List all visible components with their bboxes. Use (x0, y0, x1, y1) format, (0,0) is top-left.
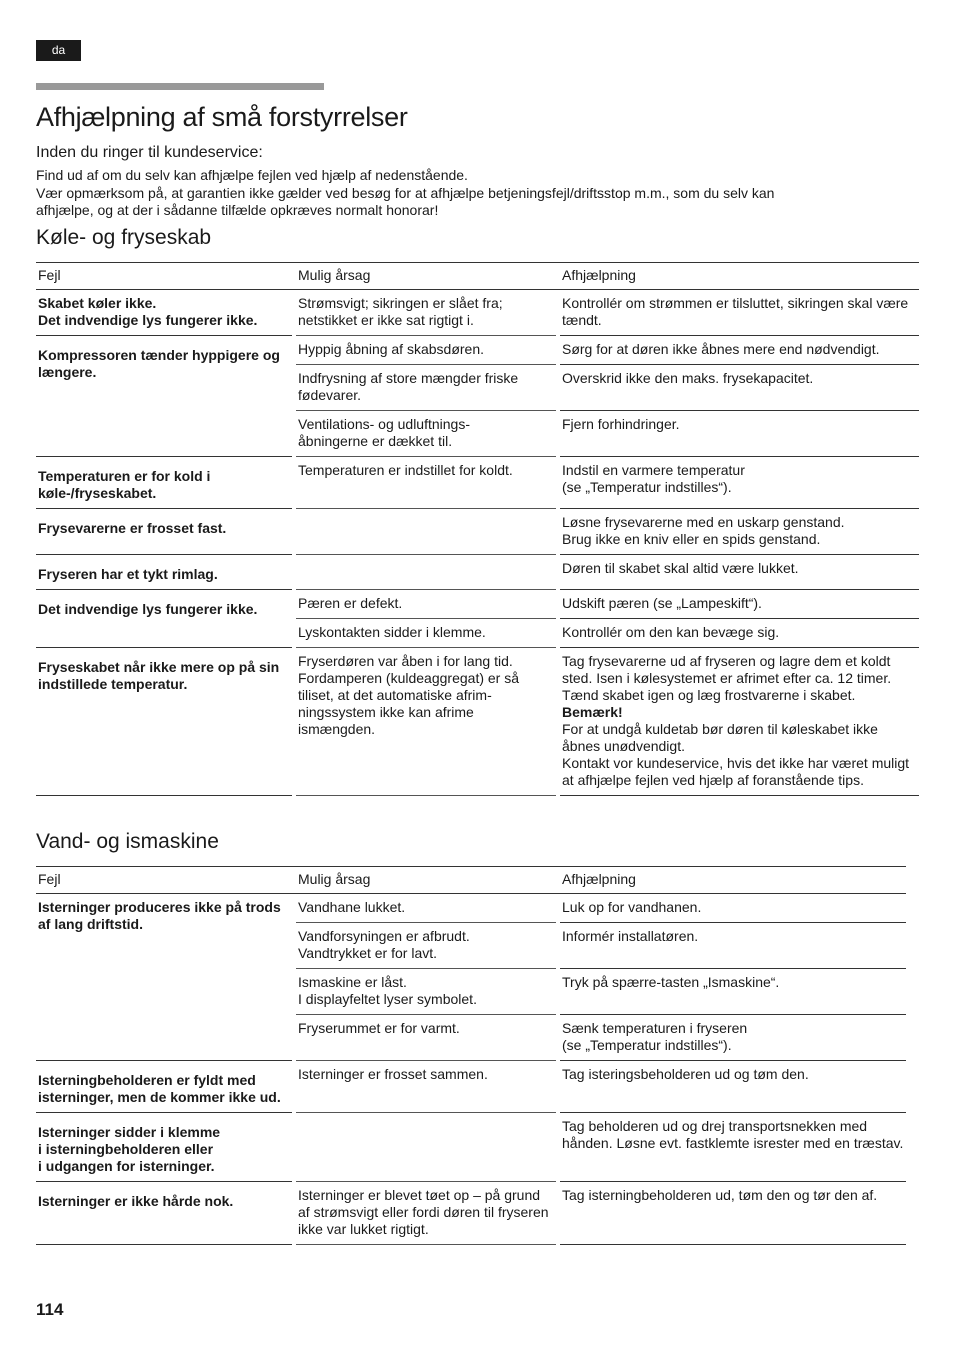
cause-cell: Pæren er defekt. (296, 590, 556, 619)
remedy-cell: Kontrollér om den kan bevæge sig. (560, 619, 919, 648)
cause-cell: Ventilations- og udluftnings- åbningerne er dækket til. (296, 411, 556, 457)
cause-remedy-row (292, 509, 919, 555)
cause-remedy-group (292, 1113, 906, 1182)
cause-remedy-row (292, 923, 906, 969)
table-row (36, 457, 919, 509)
table-row (36, 1182, 906, 1245)
cause-remedy-group (292, 648, 919, 796)
cause-cell: Hyppig åbning af skabsdøren. (296, 336, 556, 365)
table-body (36, 290, 919, 796)
header-remedy: Afhjælpning (562, 267, 636, 283)
header-remedy: Afhjælpning (562, 871, 636, 887)
cause-remedy-row (292, 457, 919, 509)
fault-cell: Fryseren har et tykt rimlag. (36, 555, 292, 590)
intro-line: afhjælpe, og at der i sådanne tilfælde opkræves normalt honorar! (36, 202, 439, 218)
fault-cell: Frysevarerne er frosset fast. (36, 509, 292, 555)
cause-cell: Indfrysning af store mængder friske fødevarer. (296, 365, 556, 411)
intro-text (36, 167, 916, 220)
table-row (36, 290, 919, 336)
cause-cell: Isterninger er blevet tøet op – på grund af strømsvigt eller fordi døren til fryseren ikke var lukket rigtigt. (296, 1182, 556, 1245)
fault-cell: Isterninger produceres ikke på trods af lang driftstid. (36, 894, 292, 1061)
remedy-cell: Tag isteringsbeholderen ud og tøm den. (560, 1061, 906, 1113)
remedy-cell: Udskift pæren (se „Lampeskift“). (560, 590, 919, 619)
intro-heading: Inden du ringer til kundeservice: (36, 144, 263, 161)
remedy-cell: Tag isterningbeholderen ud, tøm den og tør den af. (560, 1182, 906, 1245)
header-fault: Fejl (38, 267, 61, 283)
header-cause: Mulig årsag (298, 871, 371, 887)
cause-remedy-group (292, 590, 919, 648)
cause-remedy-group (292, 555, 919, 590)
header-cause: Mulig årsag (298, 267, 371, 283)
remedy-cell: Sænk temperaturen i fryseren (se „Temperatur indstilles“). (560, 1015, 906, 1061)
cause-remedy-row (292, 619, 919, 648)
cause-remedy-row (292, 1113, 906, 1182)
fault-cell: Temperaturen er for kold i køle-/fryseskabet. (36, 457, 292, 509)
cause-cell (296, 555, 556, 590)
cause-remedy-row (292, 555, 919, 590)
cause-remedy-row (292, 1182, 906, 1245)
cause-remedy-row (292, 336, 919, 365)
fault-cell: Fryseskabet når ikke mere op på sin indstillede temperatur. (36, 648, 292, 796)
cause-remedy-row (292, 290, 919, 336)
cause-remedy-row (292, 365, 919, 411)
table-body (36, 894, 906, 1245)
cause-cell: Isterninger er frosset sammen. (296, 1061, 556, 1113)
fridge-troubleshooting-table (36, 262, 919, 796)
cause-remedy-row (292, 1061, 906, 1113)
remedy-cell: Overskrid ikke den maks. frysekapacitet. (560, 365, 919, 411)
remedy-cell: Indstil en varmere temperatur (se „Temperatur indstilles“). (560, 457, 919, 509)
cause-cell: Strømsvigt; sikringen er slået fra; netstikket er ikke sat rigtigt i. (296, 290, 556, 336)
remedy-cell: Luk op for vandhanen. (560, 894, 906, 923)
remedy-cell: Kontrollér om strømmen er tilsluttet, sikringen skal være tændt. (560, 290, 919, 336)
section-title-fridge: Køle- og fryseskab (36, 226, 212, 249)
cause-remedy-row (292, 969, 906, 1015)
table-row (36, 894, 906, 1061)
remedy-text: For at undgå kuldetab bør døren til køleskabet ikke åbnes unødvendigt. Kontakt vor kundeservice, hvis det ikke har været muligt at afhjælpe fejlen ved hjælp af foranstående tips. (562, 721, 910, 788)
cause-remedy-group (292, 1182, 906, 1245)
header-bar (36, 83, 324, 90)
table-row (36, 555, 919, 590)
cause-remedy-group (292, 336, 919, 457)
table-row (36, 336, 919, 457)
table-header (36, 866, 906, 894)
remedy-cell: Tryk på spærre-tasten „Ismaskine“. (560, 969, 906, 1015)
cause-remedy-group (292, 457, 919, 509)
remedy-text: Tag frysevarerne ud af fryseren og lagre dem et koldt sted. Isen i kølesystemet er afrimet efter ca. 12 timer. Tænd skabet igen og læg frostvarerne i skabet. (562, 653, 892, 703)
cause-cell: Fryserummet er for varmt. (296, 1015, 556, 1061)
remedy-cell: Informér installatøren. (560, 923, 906, 969)
language-tag: da (36, 40, 81, 61)
fault-cell: Skabet køler ikke. Det indvendige lys fungerer ikke. (36, 290, 292, 336)
cause-cell (296, 509, 556, 555)
fault-cell: Isterningbeholderen er fyldt med isterninger, men de kommer ikke ud. (36, 1061, 292, 1113)
cause-remedy-row (292, 1015, 906, 1061)
cause-remedy-row (292, 411, 919, 457)
intro-line: Find ud af om du selv kan afhjælpe fejlen ved hjælp af nedenstående. (36, 167, 468, 183)
remedy-cell: Sørg for at døren ikke åbnes mere end nødvendigt. (560, 336, 919, 365)
cause-remedy-group (292, 509, 919, 555)
table-row (36, 1061, 906, 1113)
remedy-cell: Tag beholderen ud og drej transportsnekken med hånden. Løsne evt. fastklemte isrester med en træstav. (560, 1113, 906, 1182)
fault-cell: Isterninger er ikke hårde nok. (36, 1182, 292, 1245)
cause-cell: Lyskontakten sidder i klemme. (296, 619, 556, 648)
cause-remedy-group (292, 1061, 906, 1113)
remedy-cell: Fjern forhindringer. (560, 411, 919, 457)
table-header (36, 262, 919, 290)
cause-cell: Vandforsyningen er afbrudt. Vandtrykket er for lavt. (296, 923, 556, 969)
remedy-cell: Døren til skabet skal altid være lukket. (560, 555, 919, 590)
remedy-note-label: Bemærk! (562, 704, 623, 720)
section-title-icemaker: Vand- og ismaskine (36, 830, 219, 853)
cause-remedy-group (292, 894, 906, 1061)
cause-cell: Temperaturen er indstillet for koldt. (296, 457, 556, 509)
remedy-cell: Løsne frysevarerne med en uskarp genstand. Brug ikke en kniv eller en spids genstand. (560, 509, 919, 555)
cause-cell: Ismaskine er låst. I displayfeltet lyser symbolet. (296, 969, 556, 1015)
fault-cell: Kompressoren tænder hyppigere og længere. (36, 336, 292, 457)
table-row (36, 648, 919, 796)
intro-line: Vær opmærksom på, at garantien ikke gælder ved besøg for at afhjælpe betjeningsfejl/driftsstop m.m., som du selv kan (36, 184, 775, 201)
remedy-cell (560, 648, 919, 796)
page-number: 114 (36, 1300, 64, 1319)
header-fault: Fejl (38, 871, 61, 887)
table-row (36, 509, 919, 555)
table-row (36, 1113, 906, 1182)
fault-cell: Det indvendige lys fungerer ikke. (36, 590, 292, 648)
icemaker-troubleshooting-table (36, 866, 906, 1245)
cause-remedy-row (292, 894, 906, 923)
page-title: Afhjælpning af små forstyrrelser (36, 102, 408, 132)
cause-remedy-row (292, 590, 919, 619)
table-row (36, 590, 919, 648)
cause-cell: Fryserdøren var åben i for lang tid. Fordamperen (kuldeaggregat) er så tiliset, at det automatiske afrim- ningssystem ikke kan afrime ismængden. (296, 648, 556, 796)
cause-remedy-group (292, 290, 919, 336)
fault-cell: Isterninger sidder i klemme i isterningbeholderen eller i udgangen for isterninger. (36, 1113, 292, 1182)
cause-cell: Vandhane lukket. (296, 894, 556, 923)
cause-cell (296, 1113, 556, 1182)
cause-remedy-row (292, 648, 919, 796)
